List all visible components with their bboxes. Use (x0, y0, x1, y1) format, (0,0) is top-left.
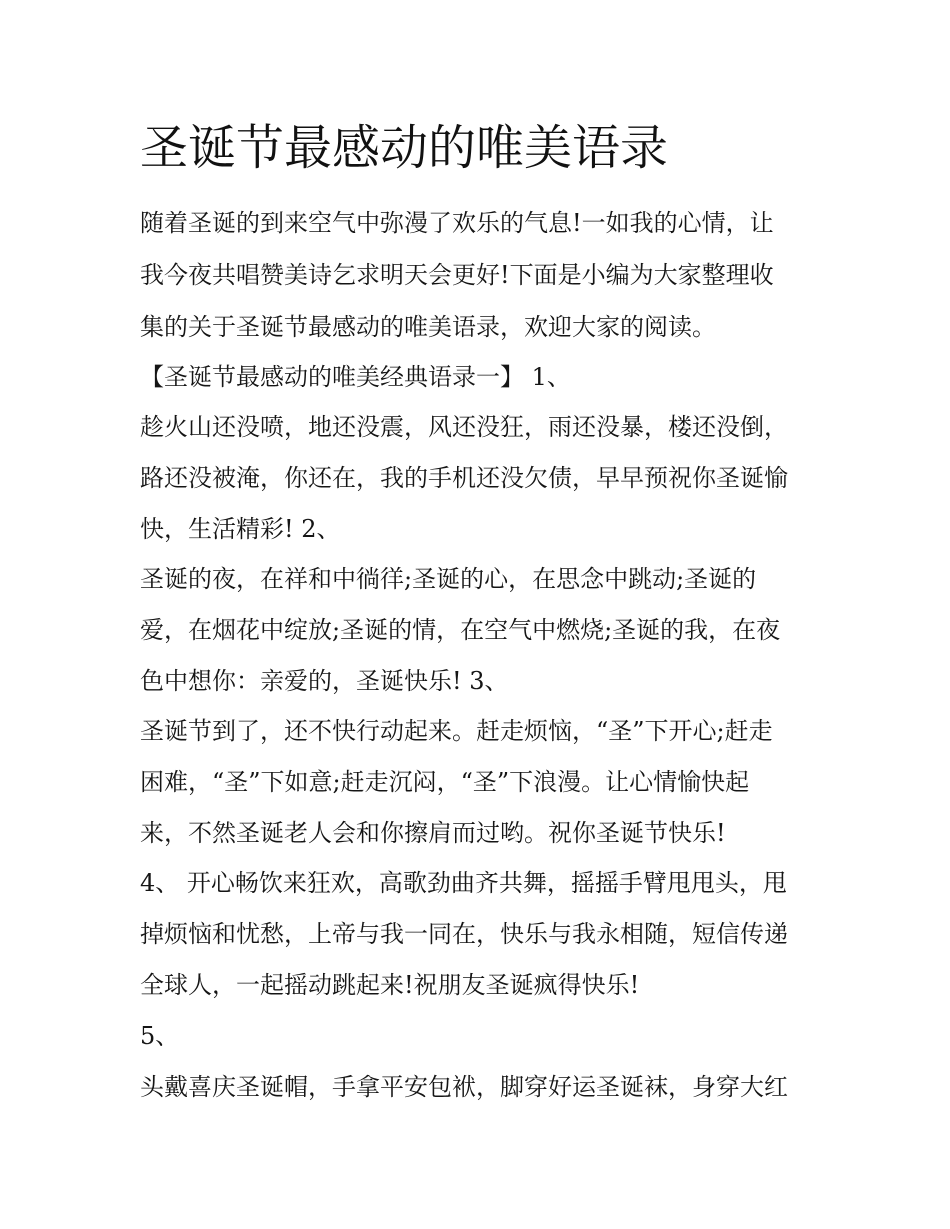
paragraph-line: 圣诞的夜，在祥和中徜徉;圣诞的心，在思念中跳动;圣诞的 (140, 565, 757, 593)
paragraph-line: 4、 开心畅饮来狂欢，高歌劲曲齐共舞，摇摇手臂甩甩头，甩 (140, 869, 787, 897)
paragraph-line: 5、 (140, 1022, 180, 1050)
paragraph-line: 爱，在烟花中绽放;圣诞的情，在空气中燃烧;圣诞的我，在夜 (140, 616, 781, 644)
paragraph-line: 快，生活精彩! 2、 (140, 515, 341, 543)
paragraph-line: 困难，“圣”下如意;赶走沉闷，“圣”下浪漫。让心情愉快起 (140, 768, 750, 796)
paragraph-line: 头戴喜庆圣诞帽，手拿平安包袱，脚穿好运圣诞袜，身穿大红 (140, 1073, 788, 1101)
section-heading: 【圣诞节最感动的唯美经典语录一】 1、 (140, 363, 571, 391)
paragraph-line: 全球人，一起摇动跳起来!祝朋友圣诞疯得快乐! (140, 971, 640, 999)
paragraph-line: 趁火山还没喷，地还没震，风还没狂，雨还没暴，楼还没倒， (140, 413, 788, 441)
paragraph-line: 随着圣诞的到来空气中弥漫了欢乐的气息!一如我的心情，让 (140, 209, 774, 237)
document-title: 圣诞节最感动的唯美语录 (140, 120, 669, 176)
paragraph-line: 圣诞节到了，还不快行动起来。赶走烦恼，“圣”下开心;赶走 (140, 717, 773, 745)
paragraph-line: 掉烦恼和忧愁，上帝与我一同在，快乐与我永相随，短信传递 (140, 920, 788, 948)
paragraph-line: 路还没被淹，你还在，我的手机还没欠债，早早预祝你圣诞愉 (140, 464, 788, 492)
paragraph-line: 来，不然圣诞老人会和你擦肩而过哟。祝你圣诞节快乐! (140, 819, 726, 847)
paragraph-line: 集的关于圣诞节最感动的唯美语录，欢迎大家的阅读。 (140, 313, 716, 341)
paragraph-line: 色中想你：亲爱的，圣诞快乐! 3、 (140, 667, 509, 695)
paragraph-line: 我今夜共唱赞美诗乞求明天会更好!下面是小编为大家整理收 (140, 261, 774, 289)
